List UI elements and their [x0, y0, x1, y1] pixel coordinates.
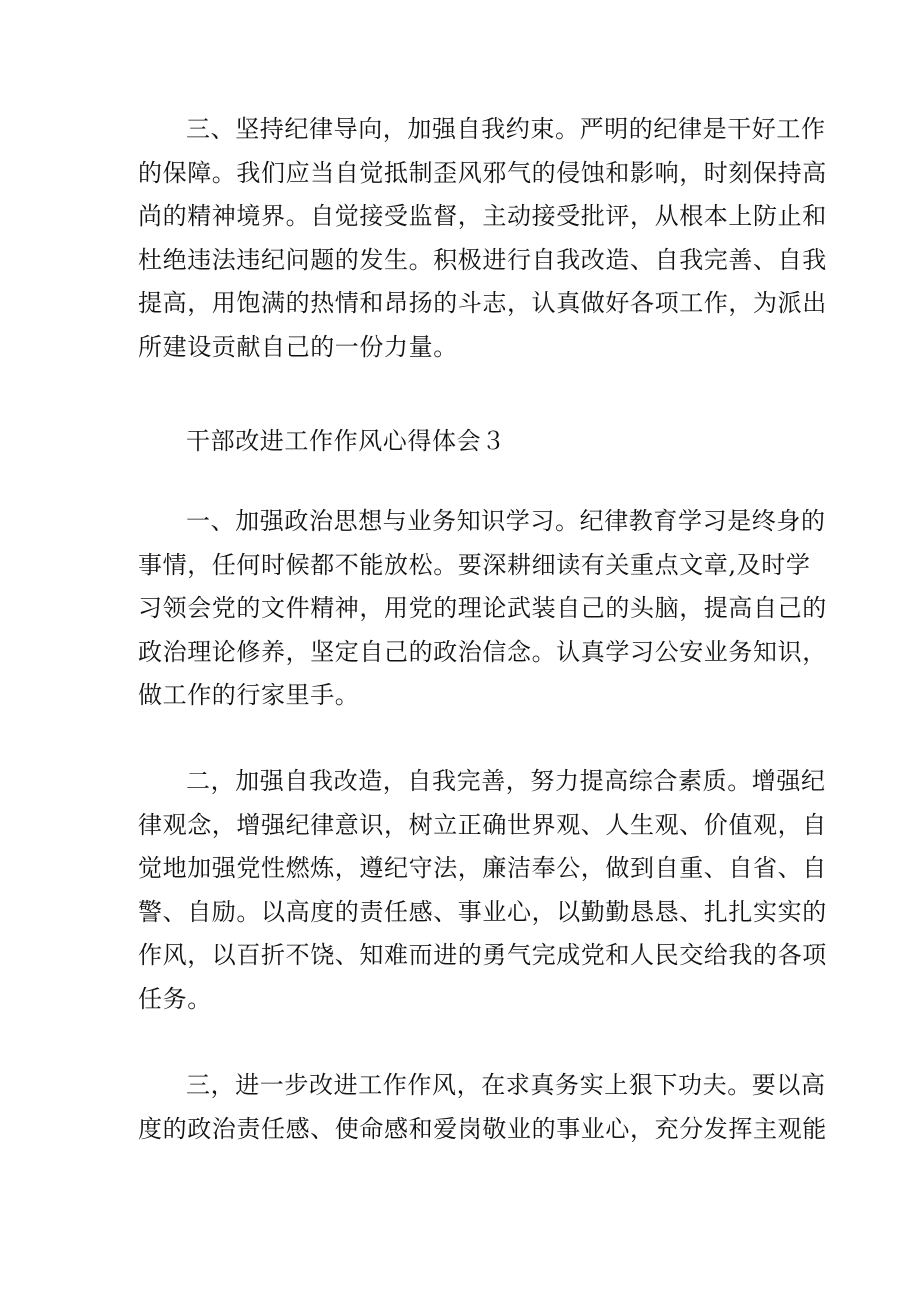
- text-line: 任务。: [138, 984, 212, 1013]
- paragraph-work-style: [138, 1064, 827, 1151]
- heading-line: 干部改进工作作风心得体会３: [186, 427, 506, 455]
- text-line: 一、加强政治思想与业务知识学习。纪律教育学习是终身的: [186, 507, 826, 535]
- text-line: 觉地加强党性燃炼，遵纪守法，廉洁奉公，做到自重、自省、自: [138, 854, 827, 883]
- text-line: 杜绝违法违纪问题的发生。积极进行自我改造、自我完善、自我: [138, 245, 827, 274]
- text-line: 事情，任何时候都不能放松。要深耕细读有关重点文章,及时学: [138, 550, 811, 579]
- paragraph-study: [138, 500, 827, 718]
- text-line: 提高，用饱满的热情和昂扬的斗志，认真做好各项工作，为派出: [138, 289, 827, 318]
- text-line: 三，进一步改进工作作风，在求真务实上狠下功夫。要以高: [186, 1071, 826, 1099]
- text-line: 习领会党的文件精神，用党的理论武装自己的头脑，提高自己的: [138, 594, 827, 623]
- text-line: 的保障。我们应当自觉抵制歪风邪气的侵蚀和影响，时刻保持高: [138, 158, 827, 187]
- text-line: 度的政治责任感、使命感和爱岗敬业的事业心，充分发挥主观能: [138, 1114, 827, 1143]
- paragraph-self-improvement: [138, 760, 827, 1022]
- section-heading: [138, 420, 786, 464]
- text-line: 政治理论修养，坚定自己的政治信念。认真学习公安业务知识，: [138, 637, 827, 666]
- text-line: 所建设贡献自己的一份力量。: [138, 332, 458, 361]
- paragraph-discipline: [138, 108, 827, 370]
- text-line: 二，加强自我改造，自我完善，努力提高综合素质。增强纪: [186, 767, 826, 795]
- text-line: 警、自励。以高度的责任感、事业心，以勤勤恳恳、扎扎实实的: [138, 897, 827, 926]
- text-line: 律观念，增强纪律意识，树立正确世界观、人生观、价值观，自: [138, 810, 827, 839]
- text-line: 尚的精神境界。自觉接受监督，主动接受批评，从根本上防止和: [138, 202, 827, 231]
- text-line: 作风，以百折不饶、知难而进的勇气完成党和人民交给我的各项: [138, 941, 827, 970]
- text-line: 做工作的行家里手。: [138, 681, 360, 710]
- text-line: 三、坚持纪律导向，加强自我约束。严明的纪律是干好工作: [186, 115, 826, 143]
